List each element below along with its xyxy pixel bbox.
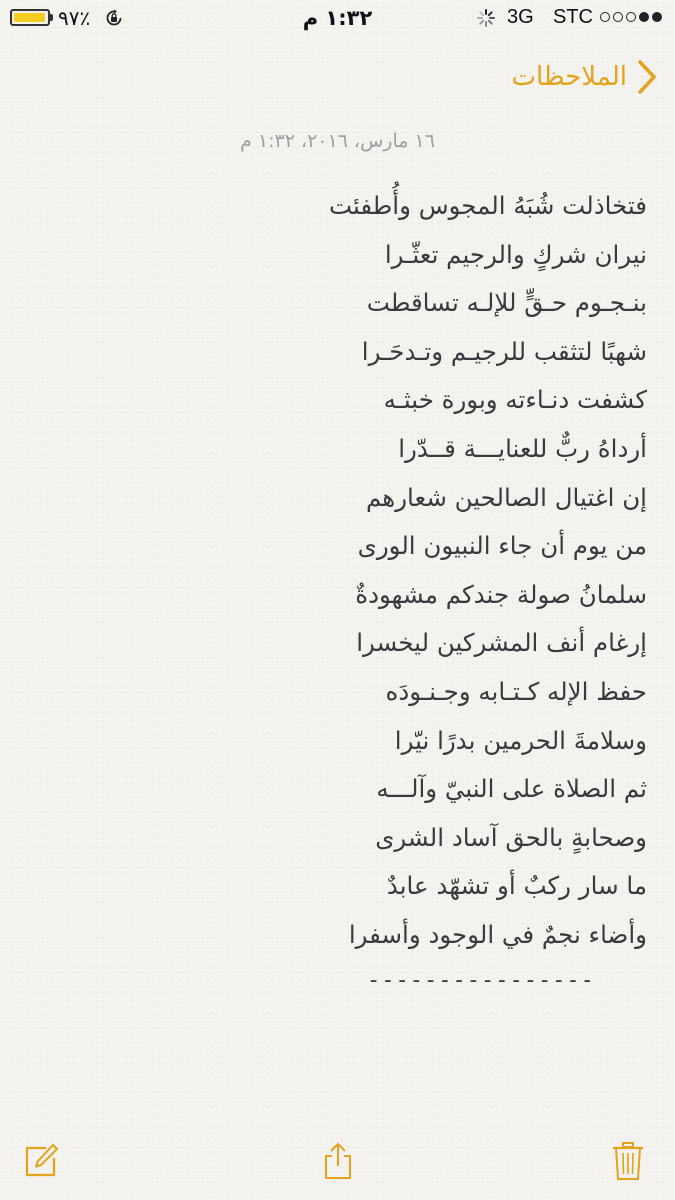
note-line: وأضاء نجمٌ في الوجود وأسفرا [348,919,647,949]
note-line: وسلامةَ الحرمين بدرًا نيّرا [394,725,647,755]
note-line: إن اغتيال الصالحين شعارهم [365,482,647,512]
signal-dot [600,12,610,22]
note-line: من يوم أن جاء النبيون الورى [357,531,647,561]
activity-indicator-icon [476,8,496,28]
note-line: ما سار ركبٌ أو تشهّد عابدٌ [386,871,647,901]
share-button[interactable] [318,1140,358,1182]
back-button-label: الملاحظات [511,62,627,92]
note-line: فتخاذلت شُبَهُ المجوس وأُطفئت [328,191,647,220]
network-type: 3G [507,6,534,28]
signal-dot [639,12,649,22]
note-body[interactable] [107,182,647,960]
note-line: أرداهُ ربٌّ للعنايـــة قــدّرا [398,433,647,463]
back-to-notes-button[interactable] [512,54,658,100]
share-icon [318,1140,358,1182]
note-line: بنـجـوم حـقٍّ للإلـه تساقطت [366,288,647,318]
note-date: ١٦ مارس، ٢٠١٦، ١:٣٢ م [240,130,435,152]
signal-dot [652,12,662,22]
trash-icon [608,1140,648,1182]
status-time: ١:٣٢ م [302,6,373,30]
note-line: نيران شركٍ والرجيم تعثّـرا [384,239,647,269]
note-line: ثم الصلاة على النبيّ وآلـــه [376,774,647,804]
chevron-back-icon [637,59,657,95]
note-line: إرغام أنف المشركين ليخسرا [356,628,647,658]
signal-dot [626,12,636,22]
battery-percent: ٪٩٧ [58,6,91,30]
note-line: كشفت دنـاءته وبورة خبثـه [383,385,647,415]
note-line: حفظ الإله كـتـابه وجـنـودَه [385,676,647,706]
compose-button[interactable] [22,1140,62,1182]
carrier-name: STC [553,6,593,28]
delete-button[interactable] [608,1140,648,1182]
note-line: شهبًا لتثقب للرجيـم وتـدحَـرا [361,336,647,366]
note-divider: ---------------- [367,968,595,993]
note-line: وصحابةٍ بالحق آساد الشرى [375,822,647,852]
signal-strength-icon [600,12,662,22]
note-line: سلمانُ صولة جندكم مشهودةٌ [355,579,647,609]
compose-icon [22,1140,62,1182]
signal-dot [613,12,623,22]
status-bar [0,0,675,38]
